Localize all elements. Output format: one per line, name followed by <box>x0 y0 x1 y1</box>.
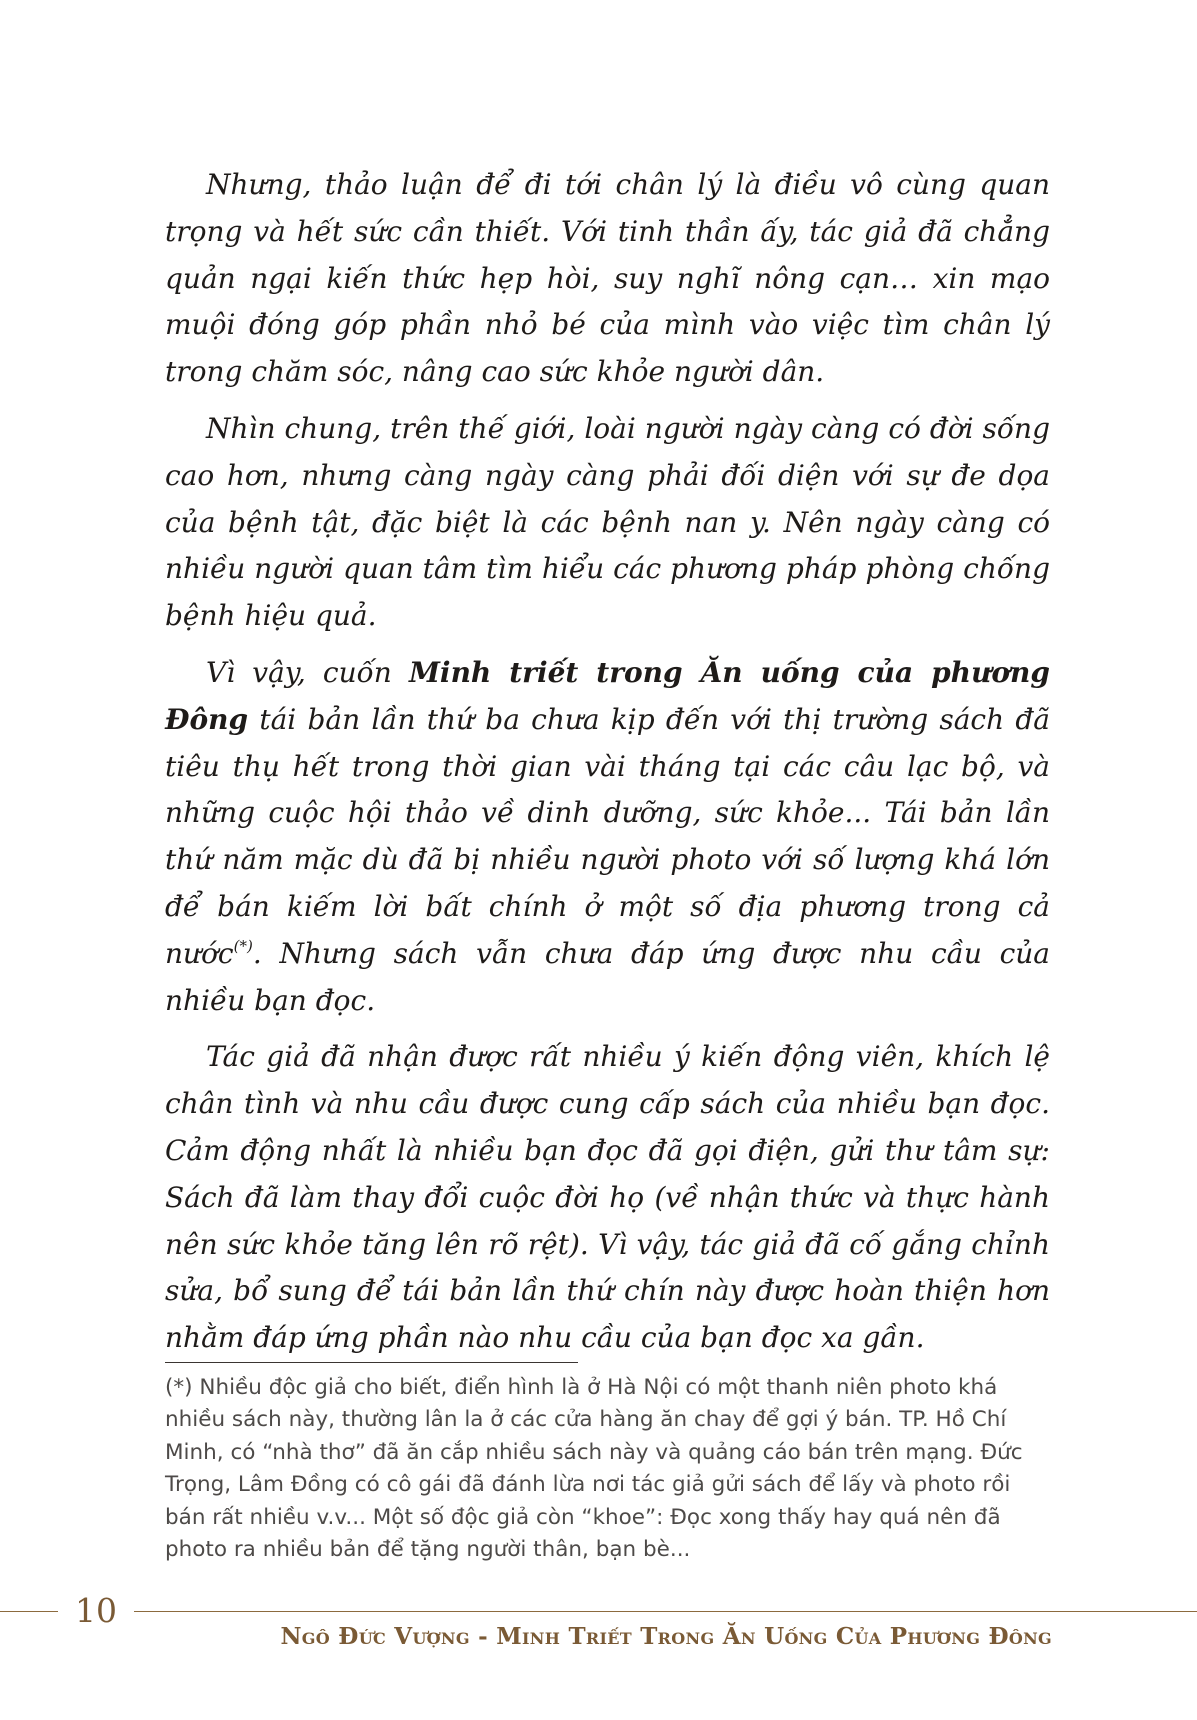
running-footer-title: Ngô Đức Vượng - Minh Triết Trong Ăn Uống Của Phương Đông <box>280 1623 1052 1650</box>
footer-rule-right <box>134 1611 1197 1612</box>
footnote-marker: (*) <box>233 936 253 955</box>
paragraph-reprint-body: tái bản lần thứ ba chưa kịp đến với thị trường sách đã tiêu thụ hết trong thời gian vài tháng tại các câu lạc bộ, và những cuộc hội thảo về dinh dưỡng, sức khỏe... Tái bản lần thứ năm mặc dù đã bị nhiều người photo với số lượng khá lớn để bán kiếm lời bất chính ở một số địa phương trong cả nước <box>165 702 1050 970</box>
paragraph-reprint-history <box>165 650 1050 1024</box>
page-number: 10 <box>75 1591 117 1630</box>
main-text <box>165 162 1050 1372</box>
footnote-text: (*) Nhiều độc giả cho biết, điển hình là ở Hà Nội có một thanh niên photo khá nhiều sách này, thường lân la ở các cửa hàng ăn chay để gợi ý bán. TP. Hồ Chí Minh, có “nhà thơ” đã ăn cắp nhiều sách này và quảng cáo bán trên mạng. Đức Trọng, Lâm Đồng có cô gái đã đánh lừa nơi tác giả gửi sách để lấy và photo rồi bán rất nhiều v.v... Một số độc giả còn “khoe”: Đọc xong thấy hay quá nên đã photo ra nhiều bản để tặng người thân, bạn bè... <box>165 1375 1023 1563</box>
paragraph-reprint-lead: Vì vậy, cuốn <box>206 655 409 689</box>
paragraph-world-health: Nhìn chung, trên thế giới, loài người ngày càng có đời sống cao hơn, nhưng càng ngày càng phải đối diện với sự đe dọa của bệnh tật, đặc biệt là các bệnh nan y. Nên ngày càng có nhiều người quan tâm tìm hiểu các phương pháp phòng chống bệnh hiệu quả. <box>165 411 1050 633</box>
footnote-divider <box>165 1362 578 1363</box>
paragraph-reprint-tail: . Nhưng sách vẫn chưa đáp ứng được nhu cầu của nhiều bạn đọc. <box>165 936 1050 1017</box>
book-title-reference: Minh triết trong Ăn uống của phương Đông <box>165 655 1050 736</box>
footer-rule-left <box>0 1611 58 1612</box>
paragraph-reader-feedback: Tác giả đã nhận được rất nhiều ý kiến động viên, khích lệ chân tình và nhu cầu được cung cấp sách của nhiều bạn đọc. Cảm động nhất là nhiều bạn đọc đã gọi điện, gửi thư tâm sự: Sách đã làm thay đổi cuộc đời họ (về nhận thức và thực hành nên sức khỏe tăng lên rõ rệt). Vì vậy, tác giả đã cố gắng chỉnh sửa, bổ sung để tái bản lần thứ chín này được hoàn thiện hơn nhằm đáp ứng phần nào nhu cầu của bạn đọc xa gần. <box>165 1040 1050 1355</box>
paragraph-discussion: Nhưng, thảo luận để đi tới chân lý là điều vô cùng quan trọng và hết sức cần thiết. Với tinh thần ấy, tác giả đã chẳng quản ngại kiến thức hẹp hòi, suy nghĩ nông cạn… xin mạo muội đóng góp phần nhỏ bé của mình vào việc tìm chân lý trong chăm sóc, nâng cao sức khỏe người dân. <box>165 168 1050 389</box>
